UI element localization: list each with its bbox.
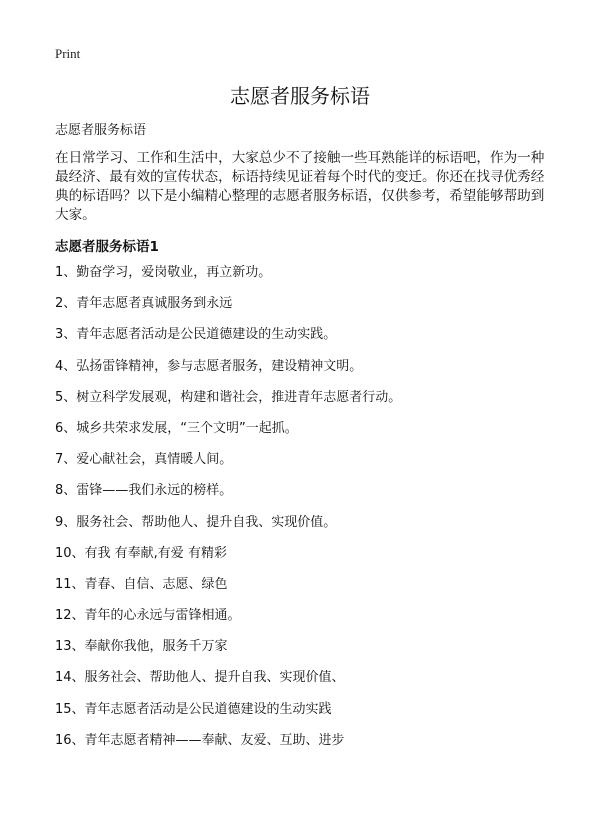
list-item: 7、爱心献社会，真情暖人间。 bbox=[55, 452, 233, 468]
list-item: 4、弘扬雷锋精神，参与志愿者服务，建设精神文明。 bbox=[55, 358, 363, 374]
list-item: 2、青年志愿者真诚服务到永远 bbox=[55, 296, 233, 312]
list-item: 14、服务社会、帮助他人、提升自我、实现价值、 bbox=[55, 670, 345, 686]
list-item: 10、有我 有奉献,有爱 有精彩 bbox=[55, 545, 227, 561]
section-heading: 志愿者服务标语1 bbox=[55, 239, 159, 255]
list-item: 8、雷锋——我们永远的榜样。 bbox=[55, 483, 233, 499]
document-subtitle: 志愿者服务标语 bbox=[55, 123, 147, 138]
list-item: 12、青年的心永远与雷锋相通。 bbox=[55, 608, 241, 624]
slogan-list bbox=[55, 263, 401, 762]
list-item: 5、树立科学发展观，构建和谐社会，推进青年志愿者行动。 bbox=[55, 389, 402, 405]
list-item: 3、青年志愿者活动是公民道德建设的生动实践。 bbox=[55, 327, 337, 343]
list-item: 1、勤奋学习，爱岗敬业，再立新功。 bbox=[55, 265, 272, 280]
page-title: 志愿者服务标语 bbox=[230, 84, 370, 108]
list-item: 13、奉献你我他，服务千万家 bbox=[55, 639, 228, 655]
print-link[interactable]: Print bbox=[55, 46, 81, 61]
list-item: 16、青年志愿者精神——奉献、友爱、互助、进步 bbox=[55, 732, 345, 748]
list-item: 11、青春、自信、志愿、绿色 bbox=[55, 576, 228, 592]
list-item: 6、城乡共荣求发展，“三个文明”一起抓。 bbox=[55, 420, 298, 436]
intro-paragraph: 在日常学习、工作和生活中，大家总少不了接触一些耳熟能详的标语吧，作为一种最经济、最有效的宣传状态，标语持续见证着每个时代的变迁。你还在找寻优秀经典的标语吗？以下是小编精心整理的志愿者服务标语，仅供参考，希望能够帮助到大家。 bbox=[55, 150, 545, 223]
list-item: 9、服务社会、帮助他人、提升自我、实现价值。 bbox=[55, 514, 337, 530]
list-item: 15、青年志愿者活动是公民道德建设的生动实践 bbox=[55, 701, 332, 717]
